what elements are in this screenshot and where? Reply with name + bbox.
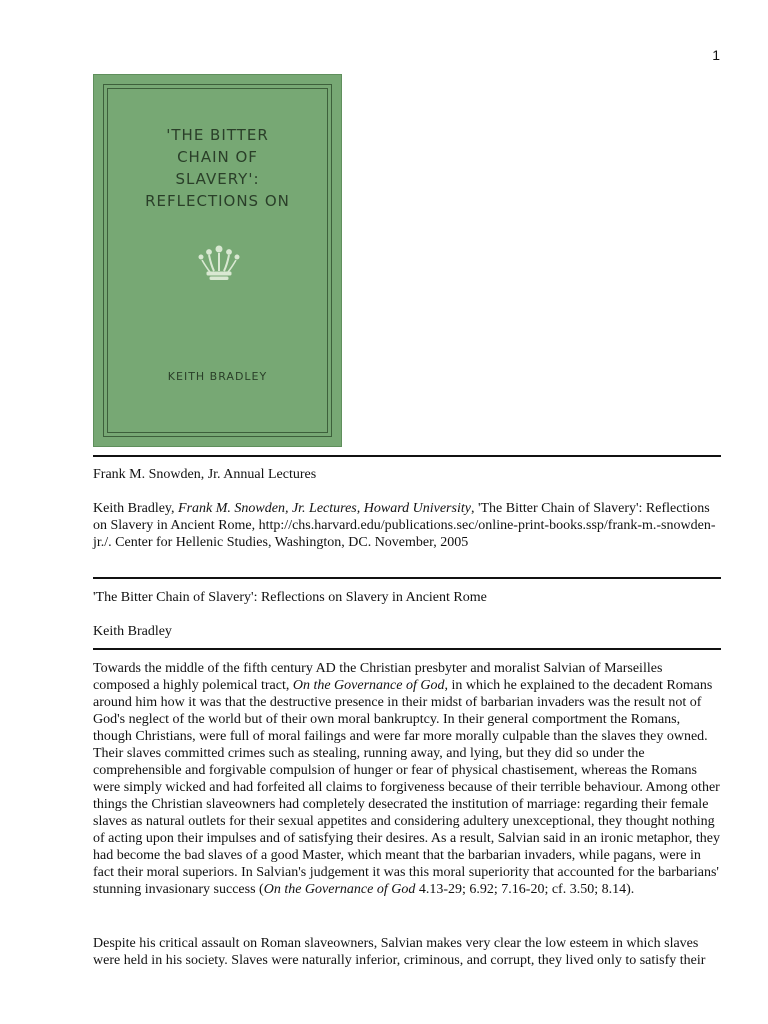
citation-series: Frank M. Snowden, Jr. Lectures, Howard University — [178, 501, 471, 516]
divider-rule — [93, 577, 721, 579]
body-text: Despite his critical assault on Roman slaveowners, Salvian makes very clear the low esteem in which slaves were held in his society. Slaves were naturally inferior, criminous, and corrupt, they lived only to satisfy their — [93, 936, 706, 968]
body-text: 4.13-29; 6.92; 7.16-20; cf. 3.50; 8.14). — [415, 882, 635, 897]
lecture-series-heading: Frank M. Snowden, Jr. Annual Lectures — [93, 467, 317, 482]
work-title: On the Governance of God — [263, 882, 416, 897]
article-author: Keith Bradley — [93, 624, 172, 639]
body-text: Towards the middle of the fifth century AD the Christian presbyter and moralist Salvian of Marseilles composed a highly polemical tract, — [93, 661, 663, 693]
body-paragraph-2 — [93, 935, 721, 969]
crown-ornament-icon — [197, 241, 241, 285]
body-text: , in which he explained to the decadent Romans around him how it was that the destructive presence in their midst of barbarian invaders was the result not of God's neglect of the world but of their own moral bankruptcy. In their general comportment the Romans, though Christians, were full of moral failings and were far more morally culpable than the slaves they owned. Their slaves committed crimes such as stealing, running away, and lying, but they did so under the comprehensible and forgivable compulsion of hunger or fear of physical chastisement, whereas the Romans were simply wicked and had forfeited all claims to forgiveness because of their terrible behaviour. Among other things the Christian slaveowners had completely desecrated the institution of marriage: regarding their female slaves as natural outlets for their sexual appetites and considering adultery unexceptional, they thought nothing of acting upon their impulses and of satisfying their desires. As a result, Salvian said in an ironic metaphor, they had become the bad slaves of a good Master, which meant that the barbarian invaders, while pagans, were in fact their moral superiors. In Salvian's judgement it was this moral superiority that accounted for the barbarians' stunning invasionary success ( — [93, 678, 720, 897]
work-title: On the Governance of God — [292, 678, 445, 693]
divider-rule — [93, 648, 721, 650]
cover-title: 'THE BITTER CHAIN OF SLAVERY': REFLECTIONS ON — [145, 126, 290, 210]
citation-details: , 'The Bitter Chain of Slavery': Reflections on Slavery in Ancient Rome, http://chs.harvard.edu/publications.sec/online-print-books.ssp/frank-m.-snowden-jr./. Center for Hellenic Studies, Washington, DC. November, 2005 — [93, 501, 716, 550]
body-paragraph-1 — [93, 660, 721, 898]
article-title: 'The Bitter Chain of Slavery': Reflections on Slavery in Ancient Rome — [93, 590, 487, 605]
page-number: 1 — [712, 47, 720, 63]
cover-author: KEITH BRADLEY — [167, 370, 268, 383]
divider-rule — [93, 455, 721, 457]
citation-block — [93, 500, 721, 551]
book-cover-image — [93, 74, 342, 447]
citation-author: Keith Bradley, — [93, 501, 179, 516]
